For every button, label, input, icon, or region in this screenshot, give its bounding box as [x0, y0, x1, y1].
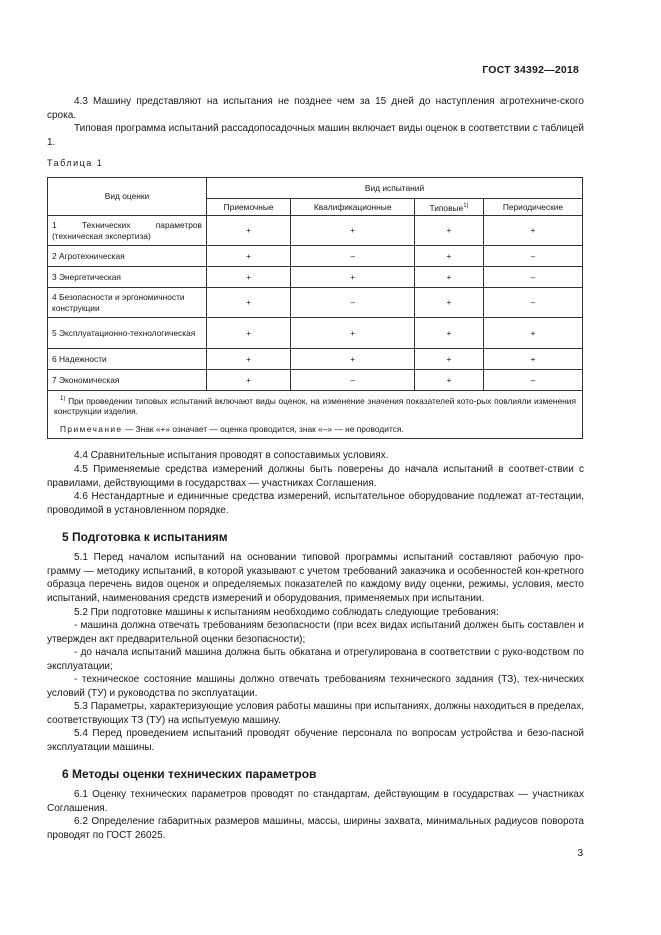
paragraph-4-5: 4.5 Применяемые средства измерений должны быть поверены до начала испытаний в соответ-ствии с правилами, действующими в государствах — участниках Соглашения.	[47, 464, 584, 489]
table-caption: Таблица 1	[47, 158, 104, 168]
list-item: - машина должна отвечать требованиям безопасности (при всех видах испытаний должен быть составлен и утвержден акт предварительной оценки безопасности);	[47, 620, 584, 645]
list-item: - техническое состояние машины должно отвечать требованиям технического задания (ТЗ), тех-нических условий (ТУ) и руководства по эксплуатации.	[47, 674, 584, 699]
table-row: 2 Агротехническая + – + –	[48, 246, 583, 267]
paragraph-4-4: 4.4 Сравнительные испытания проводят в сопоставимых условиях.	[74, 450, 389, 461]
paragraph-6-2: 6.2 Определение габаритных размеров машины, массы, ширины захвата, минимальных радиусов поворота проводят по ГОСТ 26025.	[47, 816, 584, 841]
col-header-test: Вид испытаний	[207, 178, 583, 199]
subcol-typical: Типовые$^{1)}$	[415, 199, 484, 216]
paragraph-5-3: 5.3 Параметры, характеризующие условия работы машины при испытаниях, должны находиться в пределах, соответствующих ТЗ (ТУ) на испытуемую машину.	[47, 701, 584, 726]
table-row: 3 Энергетическая + + + –	[48, 267, 583, 288]
paragraph-5-2: 5.2 При подготовке машины к испытаниям необходимо соблюдать следующие требования:	[74, 607, 499, 618]
subcol-qualification: Квалификационные	[291, 199, 415, 216]
document-number: ГОСТ 34392—2018	[482, 64, 579, 76]
paragraph-4-3: 4.3 Машину представляют на испытания не позднее чем за 15 дней до наступления агротехниче-ского срока.	[47, 96, 584, 121]
table-row: 4 Безопасности и эргономичности конструкции + – + –	[48, 288, 583, 318]
paragraph-5-1: 5.1 Перед началом испытаний на основании типовой программы испытаний составляют рабочую про-грамму — методику испытаний, в которой указывают с учетом требований заказчика и особенностей кон-кретного образца перечень видов оценок и определяемых показателей по каждому виду оценки, режимы, условия, место испытаний, наименования средств измерений и оборудования, применяемых при испытании.	[47, 552, 584, 604]
paragraph-6-1: 6.1 Оценку технических параметров проводят по стандартам, действующим в государствах — участниках Соглашения.	[47, 789, 584, 814]
table-row: 7 Экономическая + – + –	[48, 370, 583, 391]
paragraph-5-4: 5.4 Перед проведением испытаний проводят обучение персонала по вопросам устройства и безо-пасной эксплуатации машины.	[47, 728, 584, 753]
table-row: 1 Технических параметров (техническая экспертиза) + + + +	[48, 216, 583, 246]
section-6-title: 6 Методы оценки технических параметров	[62, 767, 317, 781]
evaluation-table	[47, 177, 583, 439]
table-row: 6 Надежности + + + +	[48, 349, 583, 370]
paragraph-4-6: 4.6 Нестандартные и единичные средства измерений, испытательное оборудование подлежат ат-тестации, проводимой в установленном порядке.	[47, 491, 584, 516]
section-5-title: 5 Подготовка к испытаниям	[62, 530, 228, 544]
table-note: Примечание — Знак «+» означает — оценка проводится, знак «–» — не проводится.	[60, 423, 404, 434]
paragraph-4-3-program: Типовая программа испытаний рассадопосадочных машин включает виды оценок в соответствии с таблицей 1.	[47, 123, 584, 148]
table-row: 5 Эксплуатационно-технологическая + + + +	[48, 318, 583, 349]
list-item: - до начала испытаний машина должна быть обкатана и отрегулирована в соответствии с руко-водством по эксплуатации;	[47, 647, 584, 672]
table-notes-row	[48, 391, 583, 439]
subcol-acceptance: Приемочные	[207, 199, 291, 216]
page-number: 3	[577, 848, 583, 859]
col-header-eval: Вид оценки	[48, 178, 207, 216]
subcol-periodic: Периодические	[483, 199, 582, 216]
table-footnote: $^{1)}$ При проведении типовых испытаний включают виды оценок, на изменение значения показателей кото-рых повлияли изменения конструкции изделия.	[54, 395, 576, 417]
